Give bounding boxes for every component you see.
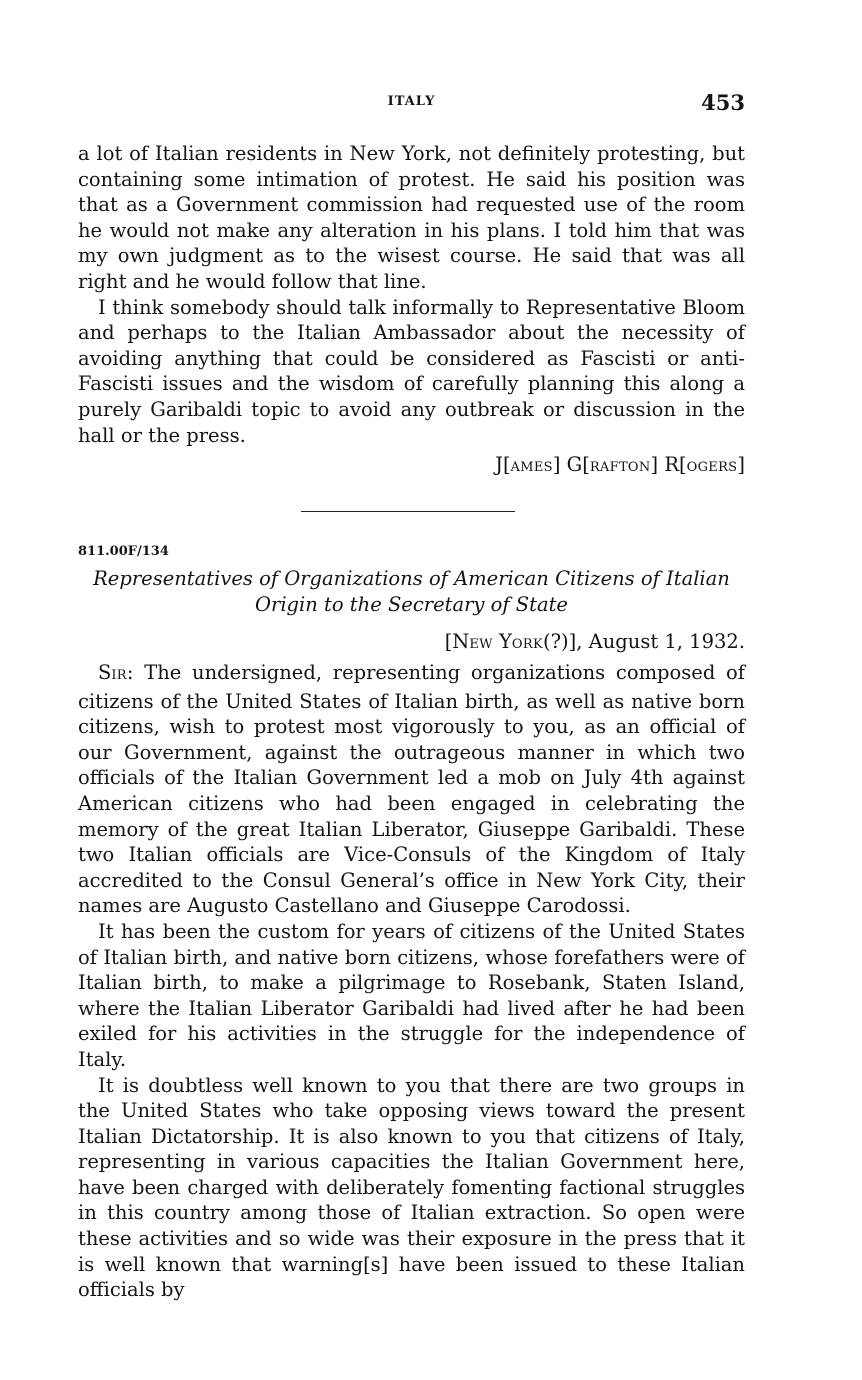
signature-last-rest: OGERS [686,460,738,475]
document-title [78,566,745,618]
file-number: 811.00F/134 [78,544,169,559]
letter-paragraph-text: The undersigned, representing organizations composed of citizens of the United States of Italian birth, as well as native born citizens, wish to protest most vigorously to you, as an official of our Government, against the outrageous manner in which two officials of the Italian Government led a mob on July 4th against American citizens who had been engaged in celebrating the memory of the great Italian Liberator, Giuseppe Garibaldi. These two Italian officials are Vice-Consuls of the Kingdom of Italy accredited to the Consul General’s office in New York City, their names are Augusto Castellano and Giuseppe Carodossi. [78,661,745,918]
section-divider [301,511,515,512]
salutation-initial: S [98,661,112,684]
dateline-city-rest: EW [469,637,493,652]
letter-paragraph: It is doubtless well known to you that there are two groups in the United States who take opposing views toward the present Italian Dictatorship. It is also known to you that citizens of Italy, representing in various capacities the Italian Government here, have been charged with deliberately fomenting factional struggles in this country among those of Italian extraction. So open were these activities and so wide was their exposure in the press that it is well known that warning[s] have been issued to these Italian officials by [78,1073,745,1302]
continuation-text [78,141,745,448]
dateline [445,629,745,658]
dateline-city2-rest: ORK [511,637,543,652]
letter-paragraph: It has been the custom for years of citizens of the United States of Italian birth, and native born citizens, whose forefathers were of Italian birth, to make a pilgrimage to Rosebank, Staten Island, where the Italian Liberator Garibaldi had lived after he had been exiled for his activities in the struggle for the independence of Italy. [78,919,745,1071]
dateline-suffix: (?)], August 1, 1932. [542,630,745,653]
signature-first-rest: AMES [510,460,553,475]
signature-middle-rest: RAFTON [589,460,651,475]
salutation-colon: : [126,661,134,684]
signature-last-initial: R [664,453,680,476]
running-head-title: ITALY [387,94,436,109]
signature-first-initial: J [495,453,503,476]
running-head [78,90,745,118]
salutation-rest: IR [111,668,127,683]
document-title-line: Representatives of Organizations of American Citizens of Italian [93,567,730,590]
letter-paragraph [78,660,745,919]
continuation-paragraph: a lot of Italian residents in New York, not definitely protesting, but containing some intimation of protest. He said his position was that as a Government commission had requested use of the room he would not make any alteration in his plans. I told him that was my own judgment as to the wisest course. He said that was all right and he would follow that line. [78,142,745,293]
dateline-prefix: [N [444,630,470,653]
signature: J[AMES] G[RAFTON] R[OGERS] [495,453,745,476]
signature-middle-initial: G [566,453,583,476]
document-title-line: Origin to the Secretary of State [255,593,568,616]
dateline-city2-initial: Y [499,630,512,653]
page-number: 453 [701,90,745,115]
letter-body [78,660,745,1303]
recommendation-paragraph: I think somebody should talk informally to Representative Bloom and perhaps to the Italian Ambassador about the necessity of avoiding anything that could be considered as Fascisti or anti-Fascisti issues and the wisdom of carefully planning this along a purely Garibaldi topic to avoid any outbreak or discussion in the hall or the press. [78,295,745,447]
